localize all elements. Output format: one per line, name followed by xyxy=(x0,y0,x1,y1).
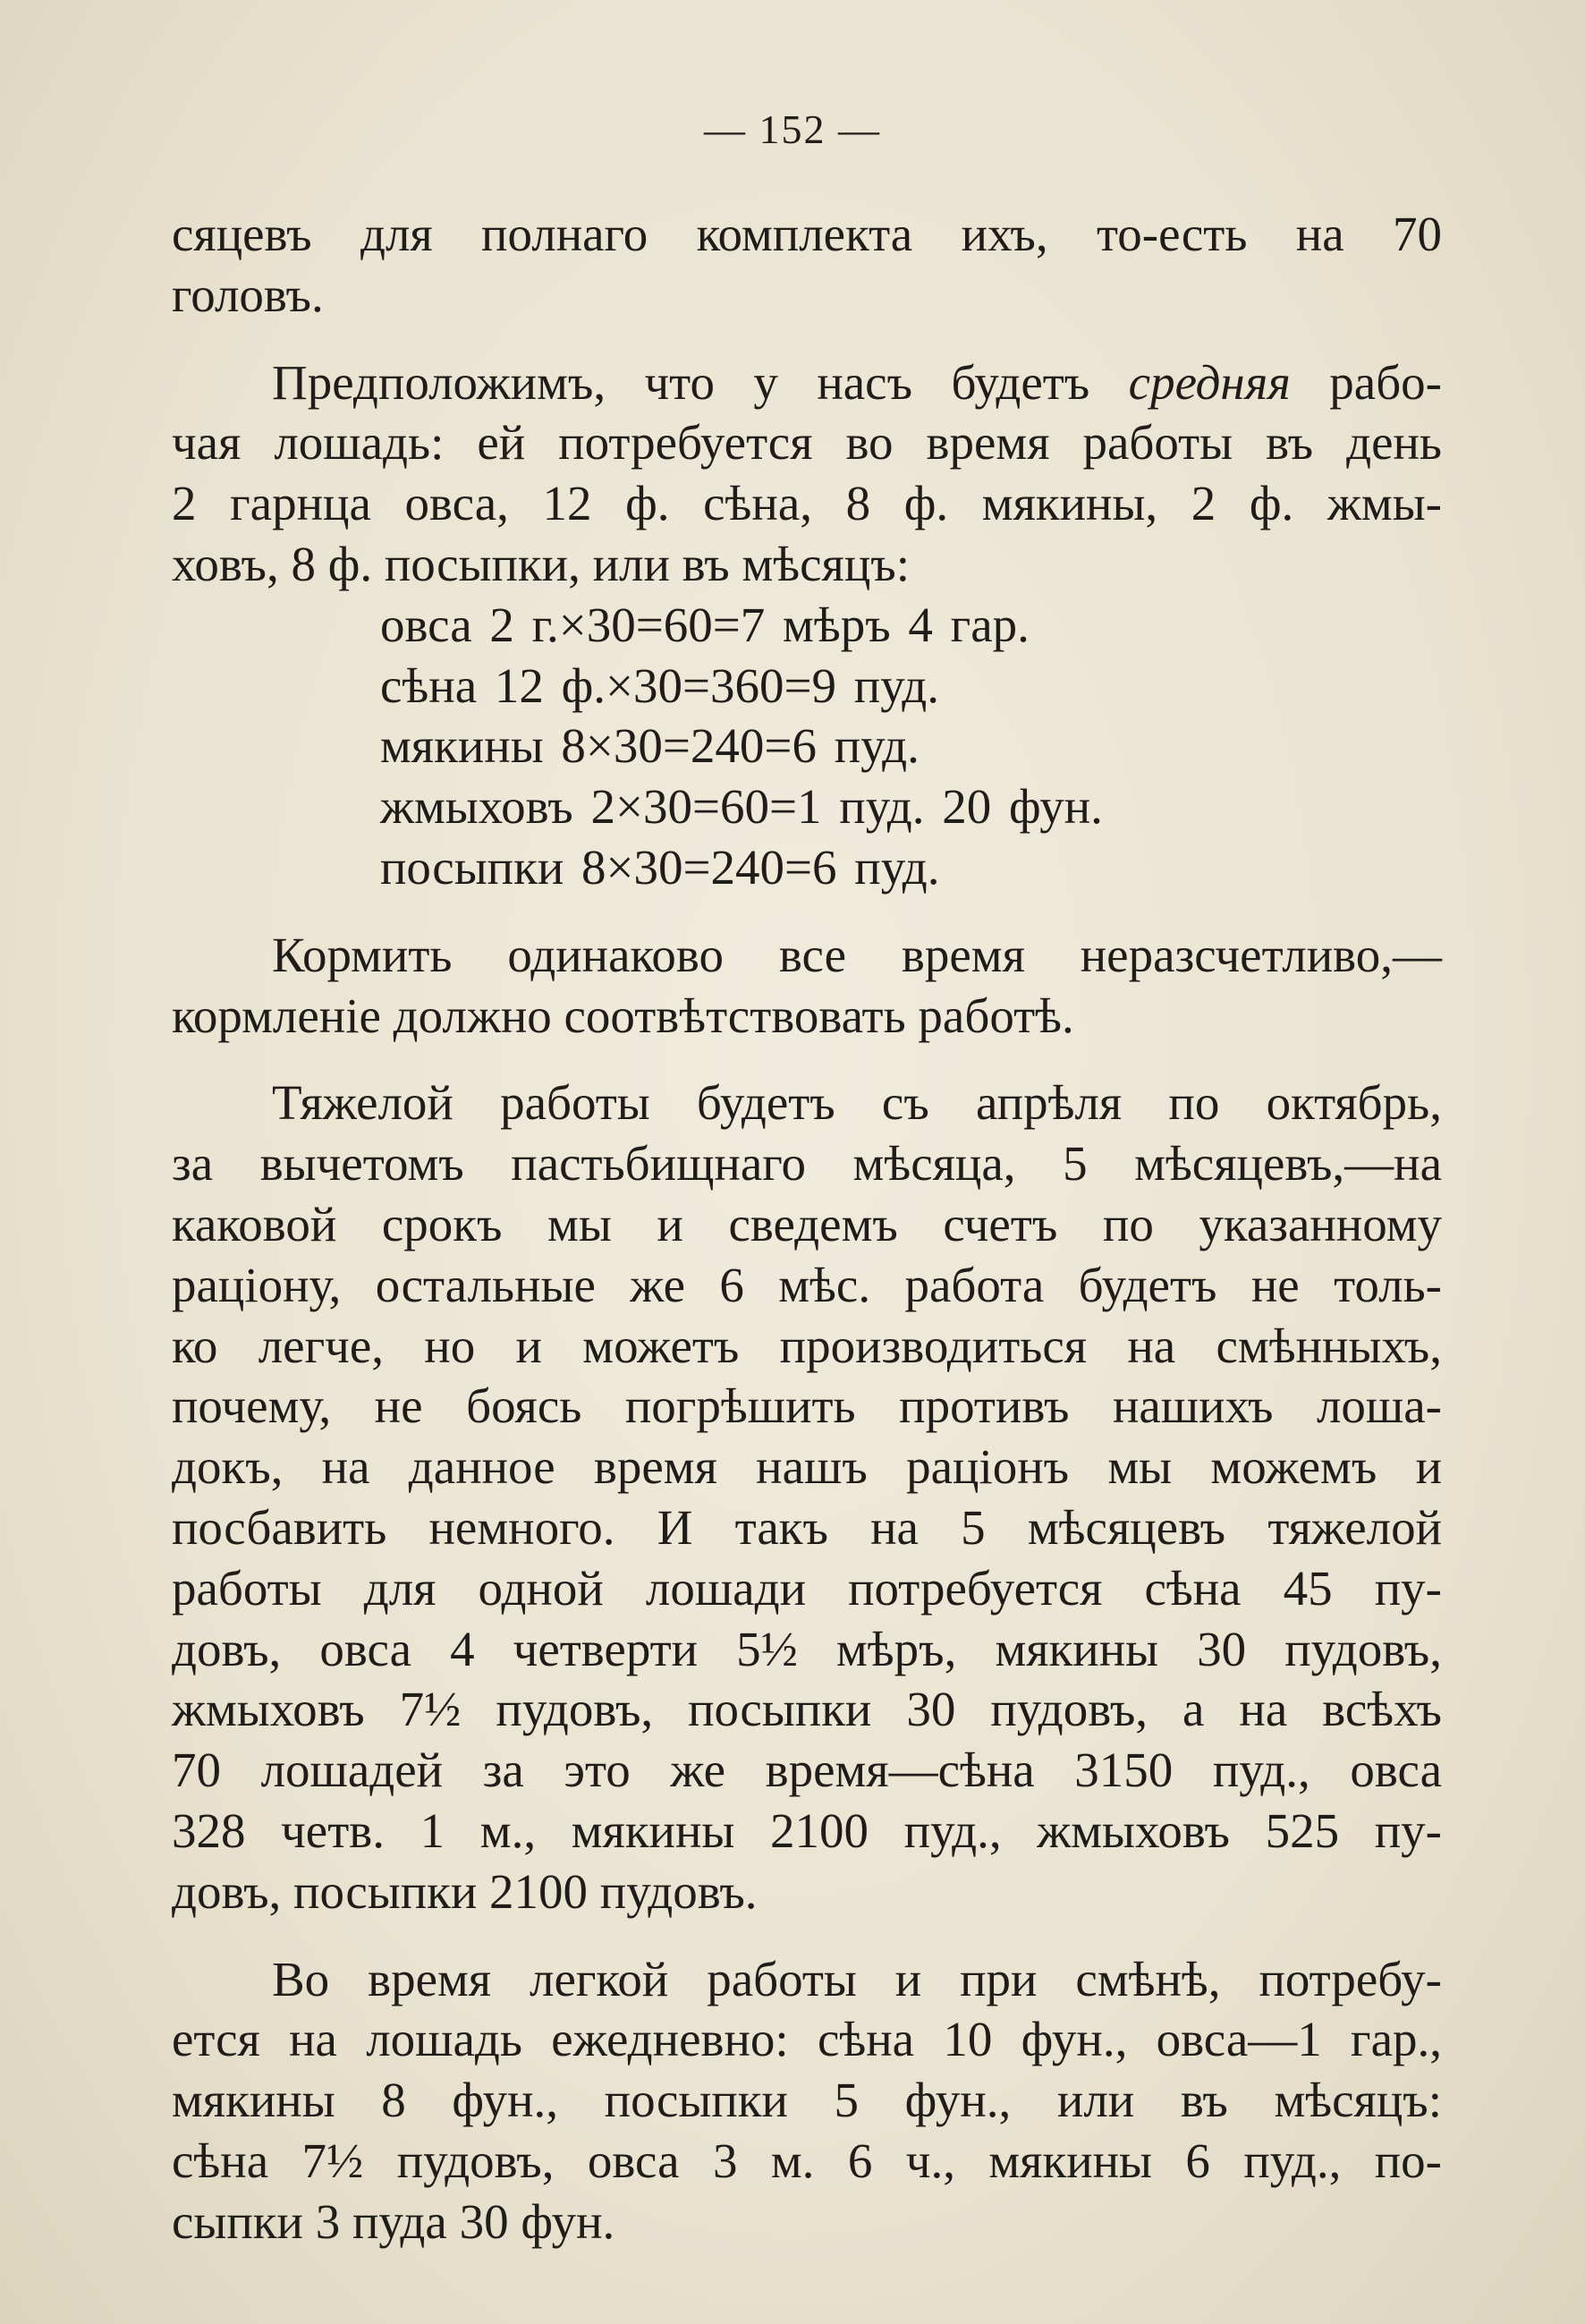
calculation-line: жмыховъ 2×30=60=1 пуд. 20 фун. xyxy=(380,779,1103,835)
text-line: довъ, овса 4 четверти 5½ мѣръ, мякины 30 пудовъ, xyxy=(172,1621,1442,1676)
text-line: Тяжелой работы будетъ съ апрѣля по октябрь, xyxy=(272,1075,1442,1131)
text-segment: Предположимъ, что у насъ будетъ xyxy=(272,354,1129,410)
calculation-line: овса 2 г.×30=60=7 мѣръ 4 гар. xyxy=(380,597,1030,652)
text-line: ко легче, но и можетъ производиться на смѣнныхъ, xyxy=(172,1318,1442,1373)
calculation-list xyxy=(172,595,1442,898)
text-line: 328 четв. 1 м., мякины 2100 пуд., жмыховъ 525 пу- xyxy=(172,1802,1442,1858)
text-line: посбавить немного. И такъ на 5 мѣсяцевъ тяжелой xyxy=(172,1499,1442,1555)
text-line: Во время легкой работы и при смѣнѣ, потребу- xyxy=(272,1951,1442,2006)
text-line: почему, не боясь погрѣшить противъ нашихъ лоша- xyxy=(172,1378,1442,1434)
paragraph-heavy-work xyxy=(172,1073,1442,1921)
text-line: чая лошадь: ей потребуется во время работы въ день xyxy=(172,415,1442,471)
text-line: мякины 8 фун., посыпки 5 фун., или въ мѣсяцъ: xyxy=(172,2073,1442,2128)
text-line: Кормить одинаково все время неразсчетливо,— xyxy=(272,927,1442,982)
text-line: 70 лошадей за это же время—сѣна 3150 пуд., овса xyxy=(172,1743,1442,1798)
italic-word: средняя xyxy=(1128,354,1291,410)
text-line: раціону, остальные же 6 мѣс. работа будетъ не толь- xyxy=(172,1257,1442,1312)
text-line: сыпки 3 пуда 30 фун. xyxy=(172,2193,615,2249)
text-line: довъ, посыпки 2100 пудовъ. xyxy=(172,1863,758,1919)
paragraph-light-work xyxy=(172,1949,1442,2252)
text-line: кормленіе должно соотвѣтствовать работѣ. xyxy=(172,988,1074,1043)
text-line: сѣна 7½ пудовъ, овса 3 м. 6 ч., мякины 6 пуд., по- xyxy=(172,2133,1442,2188)
text-line xyxy=(172,352,1442,413)
text-line: за вычетомъ пастьбищнаго мѣсяца, 5 мѣсяцевъ,—на xyxy=(172,1136,1442,1192)
text-line: сяцевъ для полнаго комплекта ихъ, то-есть на 70 xyxy=(172,207,1442,261)
paragraph-ration xyxy=(172,352,1442,595)
calculation-line: мякины 8×30=240=6 пуд. xyxy=(380,718,920,774)
text-line: каковой срокъ мы и сведемъ счетъ по указанному xyxy=(172,1196,1442,1251)
body-text xyxy=(172,204,1442,2252)
calculation-line: посыпки 8×30=240=6 пуд. xyxy=(380,839,940,895)
text-line: докъ, на данное время нашъ раціонъ мы можемъ и xyxy=(172,1439,1442,1495)
text-line: 2 гарнца овса, 12 ф. сѣна, 8 ф. мякины, 2 ф. жмы- xyxy=(172,476,1442,531)
text-line: ется на лошадь ежедневно: сѣна 10 фун., овса—1 гар., xyxy=(172,2012,1442,2067)
paragraph-feeding xyxy=(172,925,1442,1047)
paragraph-continuation xyxy=(172,204,1442,326)
text-line: головъ. xyxy=(172,267,324,322)
text-line: ховъ, 8 ф. посыпки, или въ мѣсяцъ: xyxy=(172,536,910,591)
calculation-line: сѣна 12 ф.×30=360=9 пуд. xyxy=(380,657,940,713)
text-segment: рабо- xyxy=(1290,354,1442,410)
text-line: работы для одной лошади потребуется сѣна 45 пу- xyxy=(172,1560,1442,1616)
page-number: — 152 — xyxy=(704,106,881,152)
text-line: жмыховъ 7½ пудовъ, посыпки 30 пудовъ, а на всѣхъ xyxy=(172,1682,1442,1737)
